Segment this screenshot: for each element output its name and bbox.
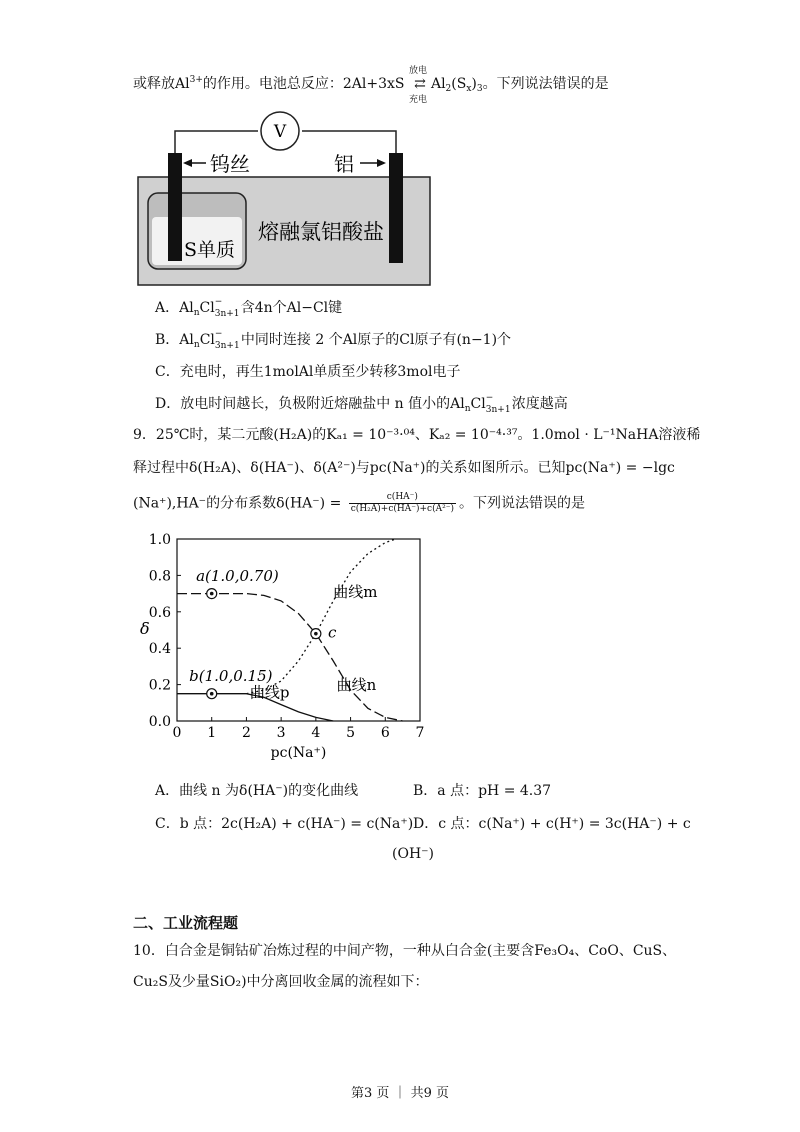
tungsten-arrow-icon bbox=[183, 159, 192, 167]
x-tick-label: 4 bbox=[311, 725, 321, 741]
intro-line bbox=[133, 66, 609, 105]
q8-a-t2: n bbox=[193, 308, 200, 318]
y-tick-label: 0.2 bbox=[148, 677, 171, 694]
section-heading: 二、工业流程题 bbox=[133, 914, 239, 932]
y-tick-label: 1.0 bbox=[148, 532, 171, 548]
q8-b-sup: − bbox=[214, 329, 223, 339]
q9-fraction-num: c(HA⁻) bbox=[349, 492, 456, 504]
aluminum-arrow-icon bbox=[377, 159, 386, 167]
point-label: b(1.0,0.15) bbox=[189, 666, 273, 685]
point-dot bbox=[210, 692, 214, 696]
y-tick-label: 0.8 bbox=[148, 568, 171, 585]
wire-left bbox=[175, 131, 258, 153]
x-tick-label: 5 bbox=[346, 725, 356, 741]
q8-option-a bbox=[155, 298, 342, 323]
q8-a-sub: 3n+1 bbox=[214, 309, 240, 319]
x-axis-label: pc(Na⁺) bbox=[270, 745, 327, 761]
chart-ticks bbox=[140, 532, 424, 761]
q9-option-d-cont: (OH⁻) bbox=[392, 846, 434, 862]
q8-b-t2: n bbox=[193, 340, 200, 350]
q8-c-text: 充电时，再生1molAl单质至少转移3mol电子 bbox=[179, 364, 461, 380]
q9-line3 bbox=[133, 492, 585, 515]
q10-line1: 10．白合金是铜钴矿冶炼过程的中间产物，一种从白合金(主要含Fe₃O₄、CoO、CuS、 bbox=[133, 943, 677, 959]
intro-mid: 的作用。电池总反应： bbox=[202, 76, 343, 92]
sulfur-label: S单质 bbox=[184, 239, 236, 261]
reaction-paren: (S bbox=[451, 76, 467, 92]
q8-a-t3: Cl bbox=[199, 300, 215, 316]
battery-diagram bbox=[130, 105, 440, 295]
wire-right bbox=[302, 131, 396, 153]
intro-prefix: 或释放Al bbox=[133, 76, 190, 92]
q9-option-d: D．c 点：c(Na⁺) + c(H⁺) = 3c(HA⁻) + c bbox=[413, 816, 691, 832]
q9-line3-b: 。下列说法错误的是 bbox=[458, 495, 585, 512]
q9-option-a: A．曲线 n 为δ(HA⁻)的变化曲线 bbox=[155, 783, 359, 799]
point-label: a(1.0,0.70) bbox=[196, 566, 279, 585]
q8-option-c bbox=[155, 362, 460, 382]
curve-label: 曲线m bbox=[333, 583, 378, 602]
reaction-sub3: 3 bbox=[476, 84, 483, 94]
q8-option-d bbox=[155, 394, 568, 419]
reaction-sub2: x bbox=[466, 84, 472, 94]
q9-fraction-den: c(H₂A)+c(HA⁻)+c(A²⁻) bbox=[350, 504, 454, 514]
point-label: c bbox=[328, 623, 337, 642]
q8-a-letter: A． bbox=[155, 300, 180, 316]
x-tick-label: 2 bbox=[241, 725, 251, 741]
reaction-end: ) bbox=[471, 76, 477, 92]
aluminum-label: 铝 bbox=[334, 152, 354, 176]
reaction-left: 2Al+3xS bbox=[342, 76, 405, 92]
distribution-chart bbox=[130, 530, 440, 770]
q8-a-supsub bbox=[214, 297, 241, 319]
x-tick-label: 7 bbox=[415, 725, 425, 741]
y-tick-label: 0.6 bbox=[148, 604, 171, 621]
salt-label: 熔融氯铝酸盐 bbox=[258, 220, 384, 244]
q9-fraction bbox=[349, 492, 456, 515]
q8-d-letter: D． bbox=[155, 396, 181, 412]
x-tick-label: 6 bbox=[380, 725, 390, 741]
q8-a-sup: − bbox=[214, 297, 223, 307]
x-tick-label: 0 bbox=[172, 725, 182, 741]
intro-sup: 3+ bbox=[189, 75, 203, 85]
q10-line2: Cu₂S及少量SiO₂)中分离回收金属的流程如下： bbox=[133, 974, 429, 990]
curve-label: 曲线p bbox=[249, 683, 290, 702]
point-dot bbox=[314, 632, 318, 636]
q8-b-letter: B． bbox=[155, 332, 180, 348]
y-tick-label: 0.4 bbox=[148, 641, 171, 658]
intro-suffix: 。下列说法错误的是 bbox=[482, 76, 609, 92]
reaction-right: Al bbox=[430, 76, 446, 92]
page-footer: 第3 页 ｜ 共9 页 bbox=[350, 1086, 450, 1101]
tungsten-label: 钨丝 bbox=[210, 152, 250, 176]
y-tick-label: 0.0 bbox=[148, 714, 171, 730]
q8-b-t1: Al bbox=[179, 332, 194, 348]
discharge-label: 放电 bbox=[408, 66, 427, 76]
q8-b-supsub bbox=[214, 329, 241, 351]
q8-d-sup: − bbox=[485, 393, 494, 403]
q9-option-c: C．b 点：2c(H₂A) + c(HA⁻) = c(Na⁺) bbox=[155, 816, 414, 832]
q8-a-t4: 含4n个Al−Cl键 bbox=[240, 300, 343, 316]
chart-annotations bbox=[189, 567, 377, 701]
q8-d-t4: 浓度越高 bbox=[511, 396, 568, 412]
charge-label: 充电 bbox=[408, 95, 427, 105]
q8-d-sub: 3n+1 bbox=[485, 405, 511, 415]
q8-b-sub: 3n+1 bbox=[214, 341, 240, 351]
q9-option-b: B．a 点：pH = 4.37 bbox=[413, 783, 552, 799]
voltmeter-label: V bbox=[273, 122, 287, 142]
q9-line3-a: (Na⁺),HA⁻的分布系数δ(HA⁻) = bbox=[133, 495, 342, 512]
q8-b-t3: Cl bbox=[199, 332, 215, 348]
reaction-arrow: ⇄ 放电 充电 bbox=[409, 74, 431, 94]
aluminum-electrode bbox=[389, 153, 403, 263]
x-tick-label: 3 bbox=[276, 725, 286, 741]
curve-label: 曲线n bbox=[336, 676, 377, 695]
q8-c-letter: C． bbox=[155, 364, 180, 380]
reaction-sub1: 2 bbox=[445, 84, 452, 94]
q8-d-t2: n bbox=[464, 404, 471, 414]
q8-d-t1: 放电时间越长，负极附近熔融盐中 n 值小的Al bbox=[180, 396, 465, 412]
q8-b-t4: 中同时连接 2 个Al原子的Cl原子有(n−1)个 bbox=[240, 332, 512, 348]
y-axis-label: δ bbox=[140, 619, 150, 638]
q8-option-b bbox=[155, 330, 511, 355]
series-line-1 bbox=[177, 594, 403, 721]
point-dot bbox=[210, 592, 214, 596]
q8-d-supsub bbox=[485, 393, 512, 415]
x-tick-label: 1 bbox=[207, 725, 217, 741]
tungsten-electrode bbox=[168, 153, 182, 261]
q9-line2: 释过程中δ(H₂A)、δ(HA⁻)、δ(A²⁻)与pc(Na⁺)的关系如图所示。已知pc(Na⁺) = −lgc bbox=[133, 460, 675, 476]
q8-d-t3: Cl bbox=[470, 396, 486, 412]
q8-a-t1: Al bbox=[179, 300, 194, 316]
q9-line1: 9．25℃时，某二元酸(H₂A)的Kₐ₁ = 10⁻³·⁰⁴、Kₐ₂ = 10⁻⁴·³⁷。1.0mol · L⁻¹NaHA溶液稀 bbox=[133, 427, 701, 443]
